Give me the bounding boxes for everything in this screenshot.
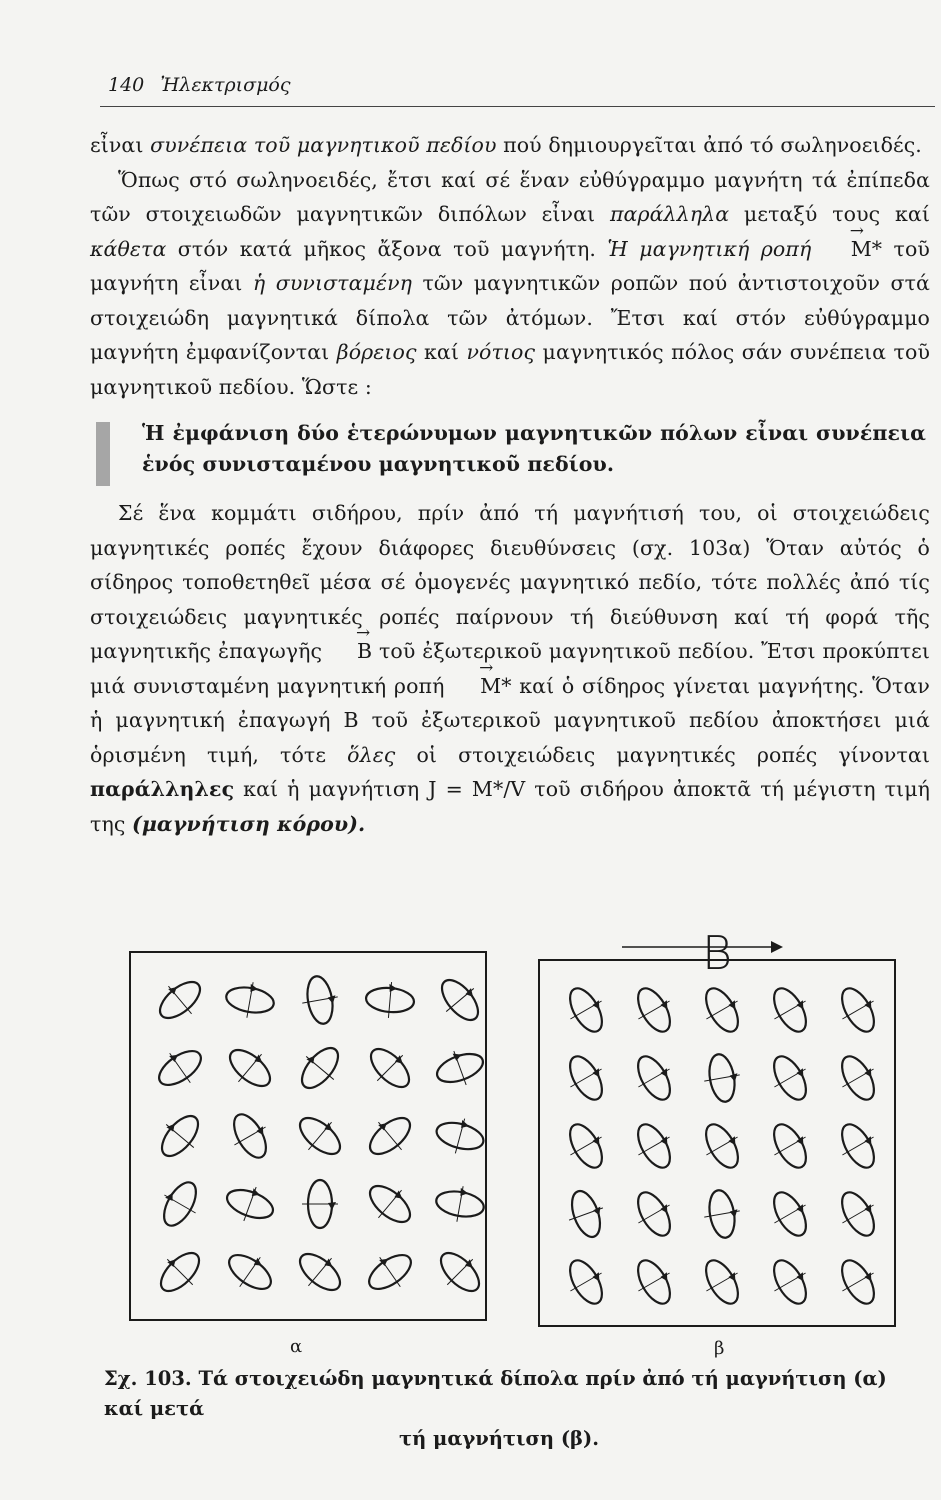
caption-line-2: τή μαγνήτιση (β).: [398, 1427, 600, 1450]
page-number: 140: [108, 74, 145, 96]
field-b-label: B: [702, 926, 733, 980]
dipole-grid-b-1-3: [762, 1048, 817, 1108]
dipole-grid-a-2-1: [222, 1106, 277, 1166]
running-title: Ἠλεκτρισμός: [160, 74, 291, 96]
vector-moment: → M*: [823, 232, 882, 267]
panel-a-label: α: [290, 1336, 303, 1357]
paragraph-3: Σέ ἕνα κομμάτι σιδήρου, πρίν ἀπό τή μαγνήτισή του, οἱ στοιχειώδεις μαγνητικές ροπές ἔχουν διάφορες διευθύνσεις (σχ. 103α) Ὅταν αὐτός ὁ σίδηρος τοποθετηθεῖ μέσα σέ ὁμογενές μαγνητικό πεδίο, τότε πολλές ἀπό τίς στοιχειώδεις μαγνητικές ροπές παίρνουν τή διεύθυνση καί τή φορά τῆς μαγνητικῆς ἐπαγωγῆς → B τοῦ ἐξωτερικοῦ μαγνητικοῦ πεδίου. Ἔτσι προκύπτει μιά συνισταμένη μαγνητική ροπή → M* καί ὁ σίδηρος γίνεται μαγνήτης. Ὅταν ἡ μαγνητική ἐπαγωγή B τοῦ ἐξωτερικοῦ μαγνητικοῦ πεδίου ἀποκτήσει μιά ὁρισμένη τιμή, τότε ὅλες οἱ στοιχειώδεις μαγνητικές ροπές γίνονται παράλληλες καί ἡ μαγνήτιση J = M*/V τοῦ σιδήρου ἀποκτᾶ τή μέγιστη τιμή της (μαγνήτιση κόρου).: [90, 496, 930, 841]
dipole-grid-b-3-3: [762, 1184, 817, 1244]
dipole-grid-b-3-0: [561, 1185, 611, 1242]
dipole-grid-a-0-4: [431, 970, 489, 1030]
panel-a-frame: [130, 952, 486, 1320]
dipole-diagram: [124, 920, 924, 1380]
dipole-grid-b-4-3: [762, 1252, 817, 1312]
dipole-grid-a-4-1: [220, 1243, 280, 1300]
paragraph-1: εἶναι συνέπεια τοῦ μαγνητικοῦ πεδίου πού δημιουργεῖται ἀπό τό σωληνοειδές.: [90, 133, 922, 157]
dipole-grid-b-4-0: [558, 1252, 613, 1312]
dipole-grid-a-3-4: [433, 1182, 487, 1226]
margin-bar: [96, 422, 110, 486]
dipole-grid-b-2-0: [558, 1116, 613, 1176]
dipole-grid-b-4-2: [694, 1252, 749, 1312]
dipole-grid-b-3-1: [626, 1184, 681, 1244]
dipole-grid-a-2-2: [290, 1107, 350, 1165]
dipole-grid-b-1-2: [700, 1051, 744, 1105]
dipole-grid-b-3-2: [700, 1187, 744, 1241]
dipole-grid-b-2-2: [694, 1116, 749, 1176]
dipole-grid-a-2-4: [432, 1112, 488, 1159]
dipole-grid-b-2-4: [830, 1116, 885, 1176]
dipole-grid-a-0-1: [223, 978, 277, 1022]
paragraph-2: Ὅπως στό σωληνοειδές, ἔτσι καί σέ ἕναν εὐθύγραμμο μαγνήτη τά ἐπίπεδα τῶν στοιχειωδῶν μαγνητικῶν διπόλων εἶναι παράλληλα μεταξύ τους καί κάθετα στόν κατά μῆκος ἄξονα τοῦ μαγνήτη. Ἡ μαγνητική ροπή → M* τοῦ μαγνήτη εἶναι ἡ συνισταμένη τῶν μαγνητικῶν ροπῶν πού ἀντιστοιχοῦν στά στοιχειώδη μαγνητικά δίπολα τῶν ἀτόμων. Ἔτσι καί στόν εὐθύγραμμο μαγνήτη ἐμφανίζονται βόρειος καί νότιος μαγνητικός πόλος σάν συνέπεια τοῦ μαγνητικοῦ πεδίου. Ὥστε :: [90, 163, 930, 405]
dipole-grid-b-0-0: [558, 980, 613, 1040]
dipole-grid-b-0-4: [830, 980, 885, 1040]
key-statement: Ἡ ἐμφάνιση δύο ἑτερώνυμων μαγνητικῶν πόλων εἶναι συνέπεια ἑνός συνισταμένου μαγνητικοῦ πεδίου.: [90, 418, 930, 480]
dipole-grid-a-3-3: [360, 1175, 420, 1233]
dipole-grid-a-3-1: [221, 1179, 278, 1229]
caption-line-1: Σχ. 103. Τά στοιχειώδη μαγνητικά δίπολα πρίν ἀπό τή μαγνήτιση (α) καί μετά: [104, 1367, 887, 1420]
dipole-grid-a-4-4: [430, 1242, 489, 1301]
panel-b-label: β: [714, 1338, 725, 1359]
figure-103: [124, 920, 924, 1380]
dipole-grid-b-1-0: [558, 1048, 613, 1108]
dipole-grid-a-1-0: [150, 1039, 210, 1096]
dipole-grid-a-2-3: [360, 1107, 420, 1165]
page-header: [108, 74, 291, 96]
dipole-grid-a-0-0: [150, 971, 210, 1029]
dipole-grid-a-0-2: [298, 973, 342, 1027]
dipole-grid-b-4-1: [626, 1252, 681, 1312]
dipole-grid-a-0-3: [365, 980, 416, 1020]
dipole-grid-b-1-1: [626, 1048, 681, 1108]
dipole-grid-b-0-2: [694, 980, 749, 1040]
dipole-grid-a-2-0: [151, 1106, 209, 1166]
dipole-grid-a-4-3: [360, 1243, 420, 1300]
dipole-grid-b-2-1: [626, 1116, 681, 1176]
dipole-grid-b-0-3: [762, 980, 817, 1040]
dipole-grid-a-1-1: [220, 1039, 280, 1097]
dipole-grid-a-3-2: [302, 1180, 338, 1228]
dipole-grid-b-4-4: [830, 1252, 885, 1312]
header-rule: [100, 106, 935, 107]
dipole-grid-a-1-3: [360, 1038, 419, 1097]
dipole-grid-a-1-4: [431, 1043, 488, 1093]
dipole-grid-b-0-1: [626, 980, 681, 1040]
dipole-grid-a-4-0: [150, 1242, 209, 1301]
dipole-grid-a-4-2: [290, 1243, 350, 1301]
dipole-grid-a-1-2: [291, 1038, 349, 1098]
body-text: [90, 128, 930, 841]
dipole-grid-b-3-4: [830, 1184, 885, 1244]
panel-b-dipoles: [558, 980, 885, 1312]
vector-b: → B: [329, 634, 372, 669]
figure-caption: [104, 1364, 894, 1454]
panel-a-dipoles: [150, 970, 490, 1302]
dipole-grid-b-2-3: [762, 1116, 817, 1176]
dipole-grid-b-1-4: [830, 1048, 885, 1108]
vector-moment-2: → M*: [452, 669, 511, 704]
dipole-grid-a-3-0: [152, 1174, 207, 1234]
